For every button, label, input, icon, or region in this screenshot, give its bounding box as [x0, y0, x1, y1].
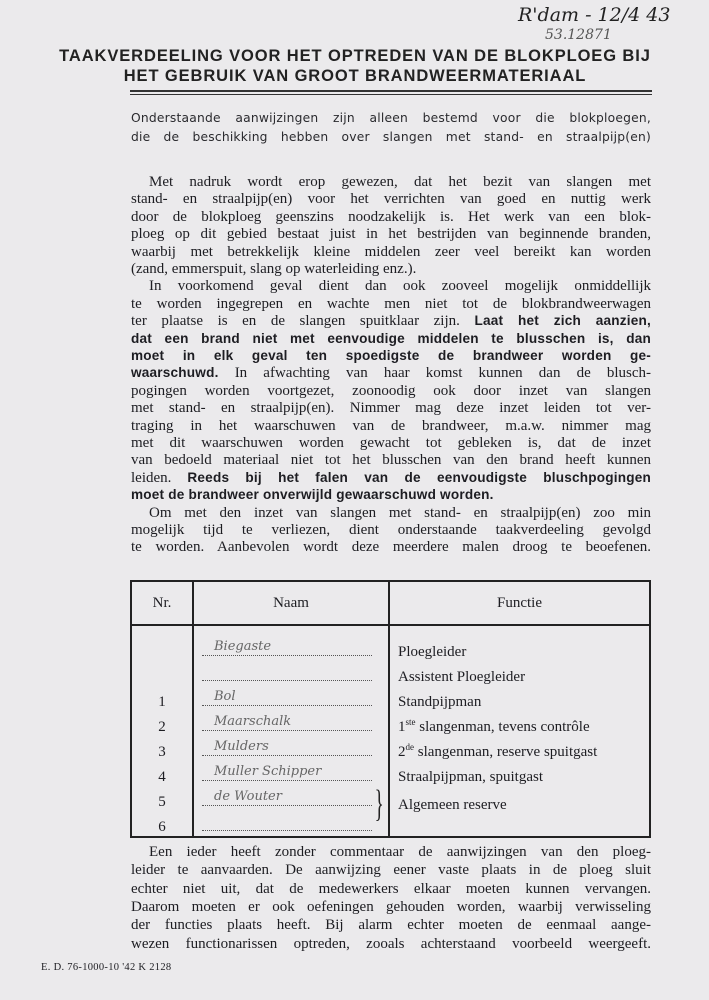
text-segment: te worden ingegrepen en wachte men niet tot de blokbrandweerwagen	[131, 295, 651, 312]
text-line	[131, 226, 651, 244]
text-line	[131, 244, 651, 262]
bold-text: dat een brand niet met eenvoudige middelen te blusschen is, dan	[131, 330, 651, 346]
row-naam	[193, 811, 389, 837]
row-nr: 5	[131, 786, 193, 811]
text-line	[131, 452, 651, 470]
text-line	[131, 313, 651, 331]
text-line	[131, 539, 651, 557]
text-segment: van bedoeld materiaal niet tot het blusschen van den brand heeft kunnen	[131, 452, 651, 469]
function: Ploegleider	[398, 644, 467, 660]
text-line	[131, 522, 651, 540]
text-line	[131, 917, 651, 935]
name-field[interactable]: Muller Schipper	[202, 763, 372, 781]
text-line	[131, 348, 651, 366]
table-row	[131, 661, 650, 686]
bold-text: Reeds bij het falen van de eenvoudigste bluschpogingen	[187, 469, 651, 485]
function: Assistent Ploegleider	[398, 669, 526, 685]
text-line	[131, 418, 651, 436]
title-line-2: HET GEBRUIK VAN GROOT BRANDWEERMATERIAAL	[123, 67, 587, 85]
text-line	[131, 191, 651, 209]
text-segment: Met nadruk wordt erop gewezen, dat het bezit van slangen met	[149, 174, 651, 190]
text-segment: In voorkomend geval dient dan ook zooveel mogelijk onmiddellijk	[149, 278, 651, 295]
task-table	[130, 580, 651, 838]
row-functie	[389, 686, 650, 711]
row-functie	[389, 661, 650, 686]
text-segment: leider te aanvaarden. De aanwijzing eener vaste plaats in de ploeg sluit	[131, 862, 651, 879]
intro-line-1: Onderstaande aanwijzingen zijn alleen bestemd voor die blokploegen,	[131, 111, 651, 125]
bold-text: moet de brandweer onverwijld gewaarschuwd worden.	[131, 487, 494, 503]
text-line	[131, 174, 651, 192]
ordinal-suffix: de	[405, 742, 414, 752]
name-field[interactable]	[202, 813, 372, 831]
text-line	[131, 278, 651, 296]
text-segment: (zand, emmerspuit, slang op waterleiding enz.).	[131, 261, 417, 277]
name-field[interactable]: Mulders	[202, 738, 372, 756]
table-row	[131, 811, 650, 837]
handwritten-number: 53.12871	[545, 27, 612, 43]
bold-text: waarschuwd.	[131, 365, 219, 381]
name-field[interactable]: de Wouter	[202, 788, 372, 806]
table-row	[131, 761, 650, 786]
row-functie	[389, 625, 650, 661]
function: Straalpijpman, spuitgast	[398, 769, 543, 785]
ordinal: 1	[398, 719, 406, 735]
row-functie	[389, 761, 650, 786]
table-row	[131, 625, 650, 661]
text-segment: echter niet uit, dat de medewerkers elkaar moeten kunnen vervangen.	[131, 880, 651, 897]
row-nr	[131, 625, 193, 661]
row-nr	[131, 661, 193, 686]
row-naam	[193, 736, 389, 761]
text-segment: Om met den inzet van slangen met stand- en straalpijp(en) zoo min	[149, 504, 651, 521]
text-line	[131, 209, 651, 227]
row-naam	[193, 761, 389, 786]
text-line	[131, 365, 651, 383]
divider	[130, 94, 652, 95]
text-line	[131, 435, 651, 453]
row-nr: 3	[131, 736, 193, 761]
text-segment: traging in het waarschuwen van de brandweer, m.a.w. nimmer mag	[131, 417, 651, 434]
text-line	[131, 261, 651, 279]
text-line	[131, 936, 651, 954]
row-nr: 6	[131, 811, 193, 837]
row-nr: 2	[131, 711, 193, 736]
row-naam	[193, 661, 389, 686]
text-line	[131, 844, 651, 862]
row-naam	[193, 625, 389, 661]
text-segment: te worden. Aanbevolen wordt deze meerdere malen droog te beoefenen.	[131, 539, 651, 556]
text-segment: Een ieder heeft zonder commentaar de aanwijzingen van den ploeg-	[149, 844, 651, 860]
text-line	[131, 899, 651, 917]
function: Standpijpman	[398, 694, 482, 710]
row-naam	[193, 711, 389, 736]
print-code: E. D. 76-1000-10 '42 K 2128	[41, 962, 172, 973]
text-segment: door de blokploeg geenszins noodzakelijk is. Het werk van een blok-	[131, 208, 651, 225]
row-functie	[389, 811, 650, 837]
text-line	[131, 331, 651, 349]
text-line	[131, 470, 651, 488]
text-line	[131, 505, 651, 523]
bold-text: moet in elk geval ten spoedigste de brandweer worden ge-	[131, 348, 651, 363]
row-functie	[389, 736, 650, 761]
text-line	[131, 383, 651, 401]
name-field[interactable]: Bol	[202, 688, 372, 706]
row-functie	[389, 711, 650, 736]
header-nr: Nr.	[131, 581, 193, 625]
header-functie: Functie	[389, 581, 650, 625]
name-field[interactable]	[202, 663, 372, 681]
text-segment: Daarom moeten er ook oefeningen gehouden worden, waarbij verwisseling	[131, 898, 651, 915]
title-line-1: TAAKVERDEELING VOOR HET OPTREDEN VAN DE BLOKPLOEG BIJ	[59, 47, 651, 65]
intro-line-2: die de beschikking hebben over slangen met stand- en straalpijp(en)	[131, 130, 651, 144]
ordinal: 2	[398, 744, 406, 760]
row-nr: 1	[131, 686, 193, 711]
table-row	[131, 736, 650, 761]
text-segment: met stand- en straalpijp(en). Nimmer mag deze inzet leiden tot ver-	[131, 400, 651, 417]
text-segment: ter plaatse is en de slangen spuitklaar zijn.	[131, 313, 475, 330]
text-line	[131, 487, 651, 505]
table-row	[131, 686, 650, 711]
divider	[130, 90, 652, 92]
bold-text: Laat het zich aanzien,	[474, 313, 651, 329]
row-nr: 4	[131, 761, 193, 786]
ordinal-suffix: ste	[405, 717, 416, 727]
name-field[interactable]: Biegaste	[202, 638, 372, 656]
text-line	[131, 881, 651, 899]
table-row	[131, 786, 650, 811]
text-segment: stand- en straalpijp(en) voor het verrichten van goed en nuttig werk	[131, 191, 651, 208]
name-field[interactable]: Maarschalk	[202, 713, 372, 731]
text-segment: pogingen worden voortgezet, zoonoodig ook door inzet van slangen	[131, 382, 651, 399]
header-naam: Naam	[193, 581, 389, 625]
reserve-label: Algemeen reserve	[398, 797, 507, 813]
text-segment: waarbij met betrekkelijk kleine middelen zeer veel bereikt kan worden	[131, 243, 651, 260]
text-segment: der functies plaats heeft. Bij alarm echter moeten de eenmaal aange-	[131, 917, 651, 934]
text-line	[131, 400, 651, 418]
text-segment: ploeg op dit gebied bestaat juist in het bestrijden van beginnende branden,	[131, 226, 651, 243]
table-row	[131, 711, 650, 736]
row-naam	[193, 686, 389, 711]
text-segment: leiden.	[131, 469, 188, 486]
function: slangenman, reserve spuitgast	[414, 744, 598, 760]
text-segment: met dit waarschuwen worden gewacht tot gebleken is, dat de inzet	[131, 435, 651, 451]
row-naam	[193, 786, 389, 811]
text-line	[131, 296, 651, 314]
handwritten-date: R'dam - 12/4 43	[518, 4, 671, 26]
text-segment: wezen functionarissen optreden, zooals achterstaand voorbeeld weergeeft.	[131, 935, 651, 952]
text-segment: mogelijk tijd te verliezen, dient onderstaande taakverdeeling gevolgd	[131, 522, 651, 538]
brace: }	[374, 783, 384, 825]
function: slangenman, tevens contrôle	[415, 719, 590, 735]
text-segment: In afwachting van haar komst kunnen dan de blusch-	[218, 365, 651, 382]
text-line	[131, 862, 651, 880]
